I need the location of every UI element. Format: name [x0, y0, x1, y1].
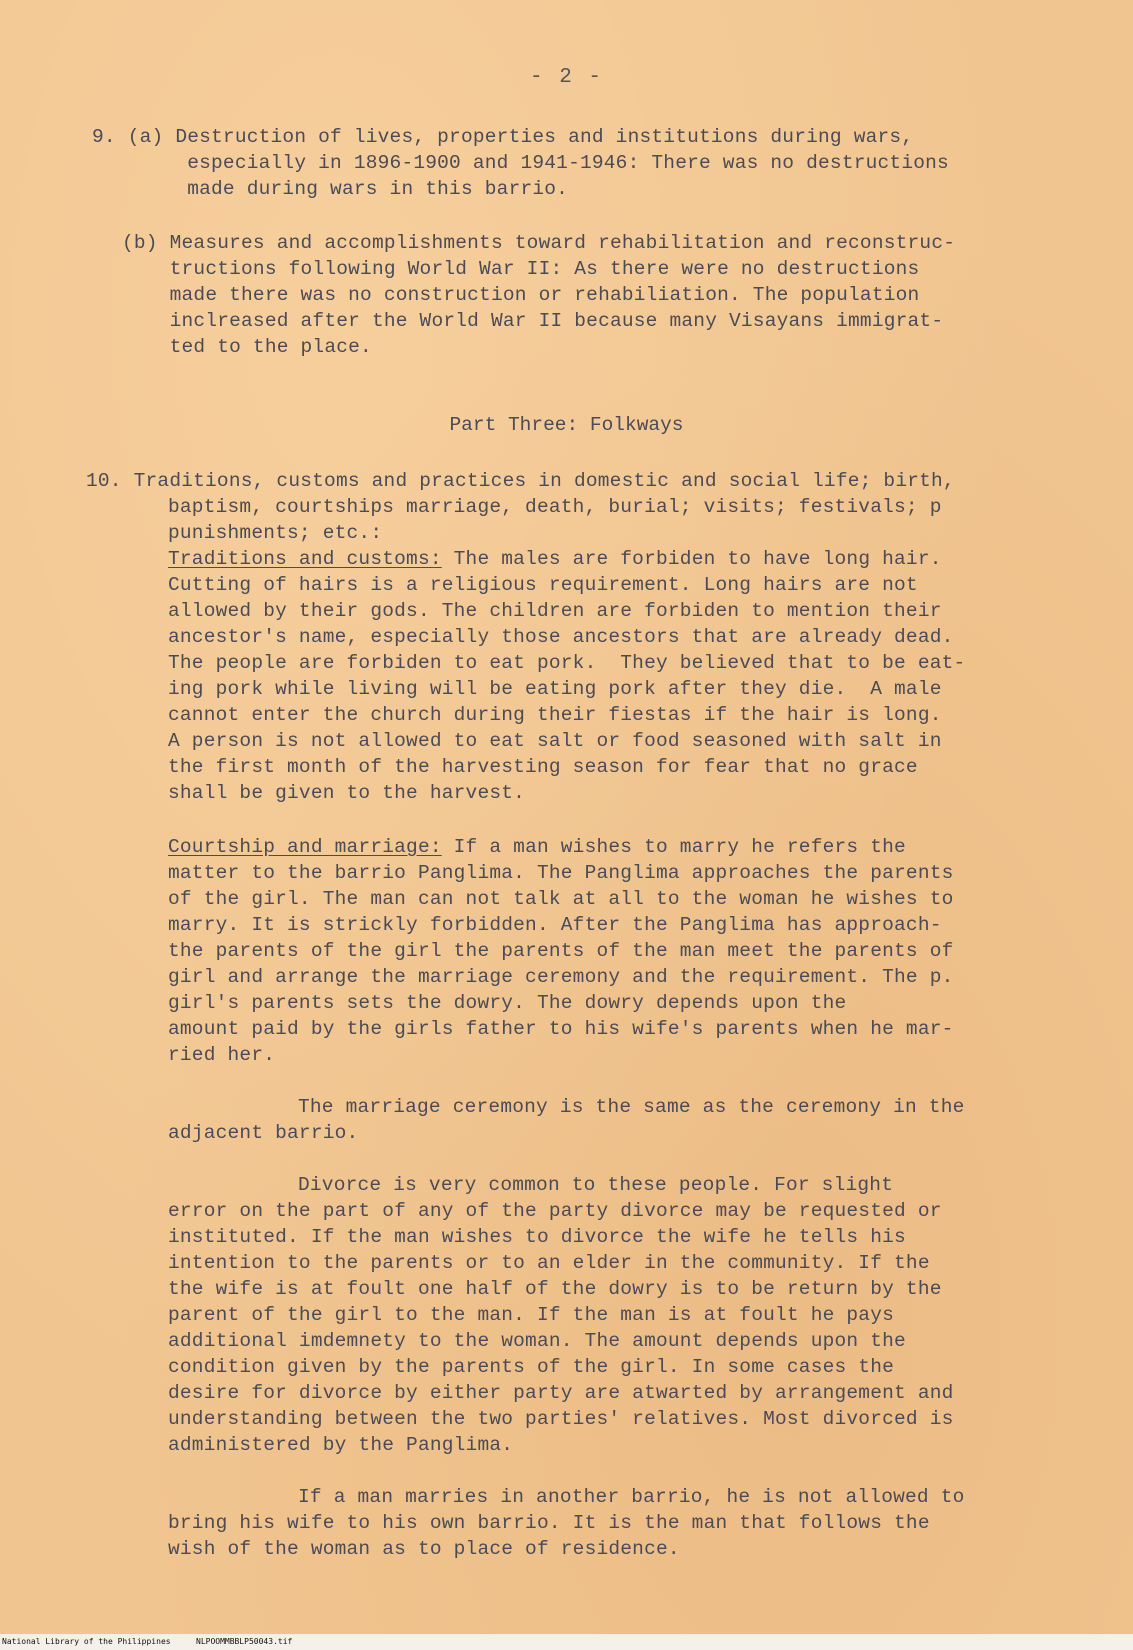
text-line: matter to the barrio Panglima. The Panglima approaches the parents	[168, 862, 954, 884]
text-line: amount paid by the girls father to his wife's parents when he mar-	[168, 1018, 954, 1040]
text-line: bring his wife to his own barrio. It is the man that follows the	[168, 1512, 930, 1534]
section-heading: Part Three: Folkways	[449, 414, 684, 436]
text-line: made during wars in this barrio.	[92, 178, 569, 200]
traditions-first-line: The males are forbiden to have long hair.	[441, 548, 942, 570]
page-number: - 2 -	[529, 66, 603, 89]
text-line: of the girl. The man can not talk at all to the woman he wishes to	[168, 888, 954, 910]
scan-footer	[0, 1634, 1133, 1650]
text-line	[168, 834, 906, 860]
text-line: tructions following World War II: As there were no destructions	[122, 258, 920, 280]
text-line: If a man marries in another barrio, he is not allowed to	[298, 1486, 965, 1508]
text-line: the wife is at foult one half of the dowry is to be return by the	[168, 1278, 942, 1300]
text-line: baptism, courtships marriage, death, burial; visits; festivals; p	[168, 496, 942, 518]
text-line: desire for divorce by either party are atwarted by arrangement and	[168, 1382, 954, 1404]
text-line: (b) Measures and accomplishments toward rehabilitation and reconstruc-	[122, 232, 956, 254]
text-line: intention to the parents or to an elder in the community. If the	[168, 1252, 930, 1274]
text-line: Divorce is very common to these people. For slight	[298, 1174, 894, 1196]
text-line: made there was no construction or rehabiliation. The population	[122, 284, 920, 306]
text-line: ing pork while living will be eating pork after they die. A male	[168, 678, 942, 700]
text-line: ancestor's name, especially those ancestors that are already dead.	[168, 626, 954, 648]
text-line: inclreased after the World War II because many Visayans immigrat-	[122, 310, 944, 332]
traditions-label: Traditions and customs:	[168, 548, 442, 570]
text-line: 9. (a) Destruction of lives, properties and institutions during wars,	[92, 126, 914, 148]
text-line: adjacent barrio.	[168, 1122, 359, 1144]
text-line: parent of the girl to the man. If the man is at foult he pays	[168, 1304, 895, 1326]
text-line: administered by the Panglima.	[168, 1434, 514, 1456]
text-line: girl's parents sets the dowry. The dowry depends upon the	[168, 992, 847, 1014]
text-line: the parents of the girl the parents of the man meet the parents of	[168, 940, 954, 962]
text-line: allowed by their gods. The children are forbiden to mention their	[168, 600, 942, 622]
text-line: ried her.	[168, 1044, 276, 1066]
text-line: The marriage ceremony is the same as the ceremony in the	[298, 1096, 965, 1118]
text-line: shall be given to the harvest.	[168, 782, 526, 804]
courtship-label: Courtship and marriage:	[168, 836, 442, 858]
file-name: NLPOOMMBBLP50043.tif	[196, 1637, 293, 1646]
text-line: error on the part of any of the party divorce may be requested or	[168, 1200, 942, 1222]
courtship-first-line: If a man wishes to marry he refers the	[441, 836, 906, 858]
text-line: Cutting of hairs is a religious requirement. Long hairs are not	[168, 574, 918, 596]
text-line: ted to the place.	[122, 336, 372, 358]
text-line: girl and arrange the marriage ceremony and the requirement. The p.	[168, 966, 954, 988]
text-line: condition given by the parents of the girl. In some cases the	[168, 1356, 895, 1378]
text-line: The people are forbiden to eat pork. They believed that to be eat-	[168, 652, 966, 674]
text-line: understanding between the two parties' relatives. Most divorced is	[168, 1408, 954, 1430]
text-line: marry. It is strickly forbidden. After the Panglima has approach-	[168, 914, 942, 936]
text-line: especially in 1896-1900 and 1941-1946: There was no destructions	[92, 152, 949, 174]
text-line: additional imdemnety to the woman. The amount depends upon the	[168, 1330, 906, 1352]
text-line: A person is not allowed to eat salt or food seasoned with salt in	[168, 730, 942, 752]
library-credit: National Library of the Philippines	[2, 1637, 171, 1646]
text-line: the first month of the harvesting season for fear that no grace	[168, 756, 918, 778]
text-line	[168, 546, 942, 572]
text-line: cannot enter the church during their fiestas if the hair is long.	[168, 704, 942, 726]
text-line: punishments; etc.:	[168, 522, 383, 544]
text-line: instituted. If the man wishes to divorce the wife he tells his	[168, 1226, 906, 1248]
text-line: 10. Traditions, customs and practices in domestic and social life; birth,	[86, 470, 955, 492]
text-line: wish of the woman as to place of residence.	[168, 1538, 680, 1560]
